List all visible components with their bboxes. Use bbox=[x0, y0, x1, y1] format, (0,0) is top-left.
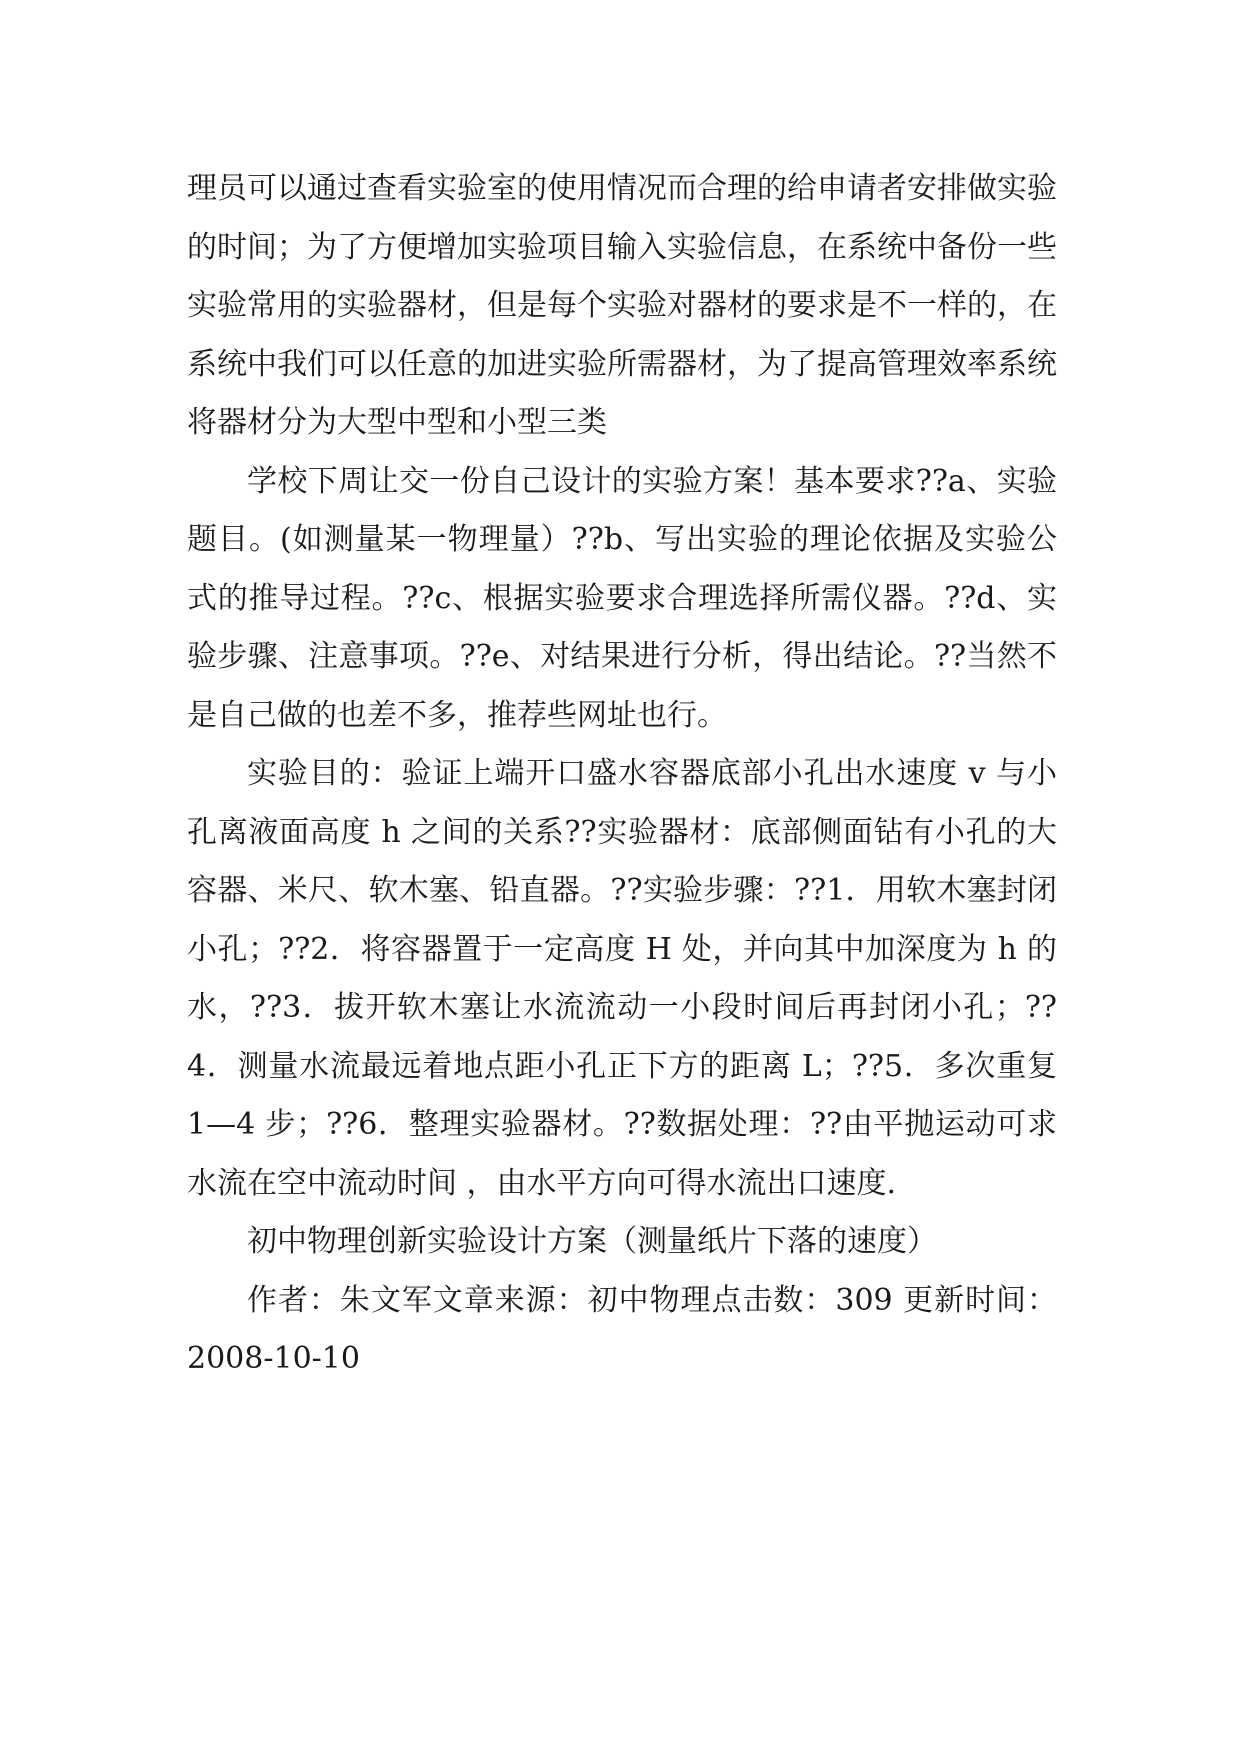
paragraph-article-meta: 作者：朱文军文章来源：初中物理点击数：309 更新时间：2008-10-10 bbox=[187, 1282, 1057, 1376]
document-body bbox=[187, 160, 1057, 1389]
paragraph-experiment-procedure: 实验目的：验证上端开口盛水容器底部小孔出水速度 v 与小孔离液面高度 h 之间的关系??实验器材：底部侧面钻有小孔的大容器、米尺、软木塞、铅直器。??实验步骤：??1．用软木塞封闭小孔；??2．将容器置于一定高度 H 处，并向其中加深度为 h 的水，??3．拔开软木塞让水流流动一小段时间后再封闭小孔；??4．测量水流最远着地点距小孔正下方的距离 L；??5．多次重复 1—4 步；??6．整理实验器材。??数据处理：??由平抛运动可求水流在空中流动时间 ，由水平方向可得水流出口速度. bbox=[187, 756, 1057, 1201]
paragraph-article-title: 初中物理创新实验设计方案（测量纸片下落的速度） bbox=[247, 1224, 937, 1259]
paragraph-school-assignment: 学校下周让交一份自己设计的实验方案！基本要求??a、实验题目。(如测量某一物理量）??b、写出实验的理论依据及实验公式的推导过程。??c、根据实验要求合理选择所需仪器。??d、实验步骤、注意事项。??e、对结果进行分析，得出结论。??当然不是自己做的也差不多，推荐些网址也行。 bbox=[187, 463, 1057, 733]
paragraph-lab-management: 理员可以通过查看实验室的使用情况而合理的给申请者安排做实验的时间；为了方便增加实验项目输入实验信息，在系统中备份一些实验常用的实验器材，但是每个实验对器材的要求是不一样的，在系统中我们可以任意的加进实验所需器材，为了提高管理效率系统将器材分为大型中型和小型三类 bbox=[187, 171, 1057, 440]
